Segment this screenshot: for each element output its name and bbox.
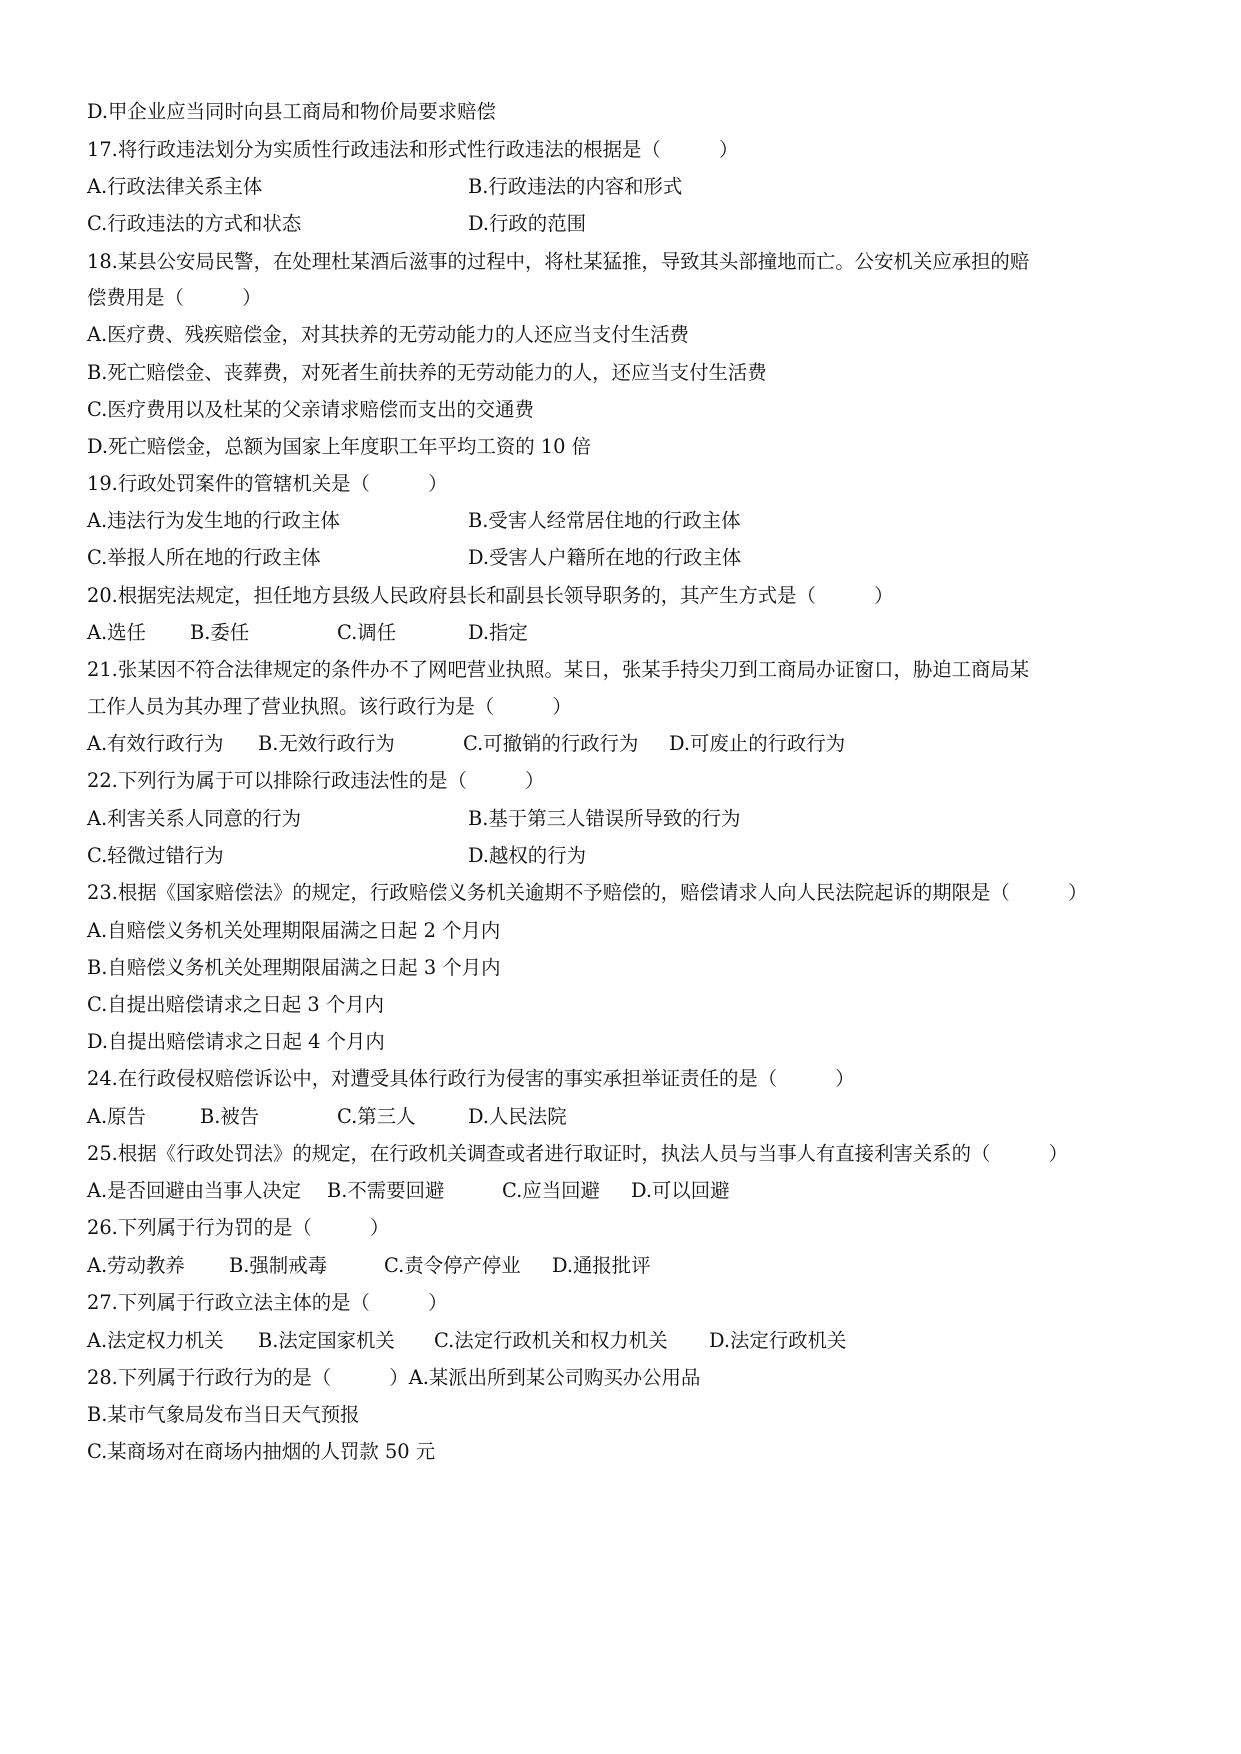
question-24-options-row xyxy=(87,1105,1147,1129)
question-20-option-c: C.调任 xyxy=(337,621,397,644)
question-26-option-c: C.责令停产停业 xyxy=(384,1254,521,1277)
question-19-options-row xyxy=(87,546,1147,570)
question-22-options-row xyxy=(87,844,1147,868)
question-18-option-d: D.死亡赔偿金，总额为国家上年度职工年平均工资的 10 倍 xyxy=(87,435,592,458)
question-20-option-a: A.选任 xyxy=(87,621,146,644)
question-27-option-a: A.法定权力机关 xyxy=(87,1329,224,1352)
question-18-stem: 偿费用是（ ） xyxy=(87,286,262,309)
question-21-stem: 工作人员为其办理了营业执照。该行政行为是（ ） xyxy=(87,695,572,718)
question-24-option-a: A.原告 xyxy=(87,1105,146,1128)
question-18-option-c: C.医疗费用以及杜某的父亲请求赔偿而支出的交通费 xyxy=(87,398,534,421)
question-26-options-row xyxy=(87,1254,1147,1278)
question-20-option-d: D.指定 xyxy=(468,621,528,644)
question-25-options-row xyxy=(87,1179,1147,1203)
question-27-option-d: D.法定行政机关 xyxy=(709,1329,847,1352)
question-17-option-b: B.行政违法的内容和形式 xyxy=(468,175,683,198)
question-18-option-b: B.死亡赔偿金、丧葬费，对死者生前扶养的无劳动能力的人，还应当支付生活费 xyxy=(87,361,767,384)
question-28-option-a: A.某派出所到某公司购买办公用品 xyxy=(408,1366,701,1389)
question-22-option-d: D.越权的行为 xyxy=(468,844,586,867)
question-25-option-b: B.不需要回避 xyxy=(327,1179,445,1202)
question-23-option-a: A.自赔偿义务机关处理期限届满之日起 2 个月内 xyxy=(87,919,501,942)
question-21-stem: 21.张某因不符合法律规定的条件办不了网吧营业执照。某日，张某手持尖刀到工商局办证窗口，胁迫工商局某 xyxy=(87,658,1030,681)
question-25-option-a: A.是否回避由当事人决定 xyxy=(87,1179,302,1202)
question-25-option-d: D.可以回避 xyxy=(631,1179,730,1202)
question-17-option-a: A.行政法律关系主体 xyxy=(87,175,263,198)
question-19-option-b: B.受害人经常居住地的行政主体 xyxy=(468,509,741,532)
question-17-options-row xyxy=(87,175,1147,199)
question-22-option-b: B.基于第三人错误所导致的行为 xyxy=(468,807,741,830)
question-19-option-d: D.受害人户籍所在地的行政主体 xyxy=(468,546,742,569)
question-19-option-a: A.违法行为发生地的行政主体 xyxy=(87,509,340,532)
question-23-option-c: C.自提出赔偿请求之日起 3 个月内 xyxy=(87,993,385,1016)
prev-question-option-d: D.甲企业应当同时向县工商局和物价局要求赔偿 xyxy=(87,100,496,123)
question-28-option-c: C.某商场对在商场内抽烟的人罚款 50 元 xyxy=(87,1440,436,1463)
question-17-stem: 17.将行政违法划分为实质性行政违法和形式性行政违法的根据是（ ） xyxy=(87,138,739,161)
question-25-option-c: C.应当回避 xyxy=(502,1179,600,1202)
question-20-options-row xyxy=(87,621,1147,645)
question-20-option-b: B.委任 xyxy=(190,621,250,644)
question-27-option-c: C.法定行政机关和权力机关 xyxy=(434,1329,668,1352)
question-27-option-b: B.法定国家机关 xyxy=(258,1329,395,1352)
question-24-option-b: B.被告 xyxy=(200,1105,260,1128)
question-23-option-b: B.自赔偿义务机关处理期限届满之日起 3 个月内 xyxy=(87,956,501,979)
question-21-options-row xyxy=(87,732,1147,756)
question-24-option-c: C.第三人 xyxy=(337,1105,416,1128)
question-25-stem: 25.根据《行政处罚法》的规定，在行政机关调查或者进行取证时，执法人员与当事人有直接利害关系的（ ） xyxy=(87,1142,1068,1165)
question-21-option-b: B.无效行政行为 xyxy=(258,732,395,755)
question-22-stem: 22.下列行为属于可以排除行政违法性的是（ ） xyxy=(87,769,545,792)
question-27-stem: 27.下列属于行政立法主体的是（ ） xyxy=(87,1291,448,1314)
question-17-option-c: C.行政违法的方式和状态 xyxy=(87,212,302,235)
question-28-stem: 28.下列属于行政行为的是（ ） xyxy=(87,1366,409,1389)
question-26-stem: 26.下列属于行为罚的是（ ） xyxy=(87,1216,390,1239)
question-18-stem: 18.某县公安局民警，在处理杜某酒后滋事的过程中，将杜某猛推，导致其头部撞地而亡。公安机关应承担的赔 xyxy=(87,250,1030,273)
question-21-option-d: D.可废止的行政行为 xyxy=(669,732,846,755)
question-24-option-d: D.人民法院 xyxy=(468,1105,567,1128)
question-26-option-d: D.通报批评 xyxy=(552,1254,651,1277)
question-23-option-d: D.自提出赔偿请求之日起 4 个月内 xyxy=(87,1030,385,1053)
question-27-options-row xyxy=(87,1329,1147,1353)
question-18-option-a: A.医疗费、残疾赔偿金，对其扶养的无劳动能力的人还应当支付生活费 xyxy=(87,323,689,346)
question-19-stem: 19.行政处罚案件的管辖机关是（ ） xyxy=(87,472,448,495)
question-24-stem: 24.在行政侵权赔偿诉讼中，对遭受具体行政行为侵害的事实承担举证责任的是（ ） xyxy=(87,1067,855,1090)
question-19-option-c: C.举报人所在地的行政主体 xyxy=(87,546,321,569)
question-22-option-c: C.轻微过错行为 xyxy=(87,844,224,867)
question-21-option-c: C.可撤销的行政行为 xyxy=(463,732,639,755)
question-28-option-b: B.某市气象局发布当日天气预报 xyxy=(87,1403,360,1426)
question-17-options-row xyxy=(87,212,1147,236)
question-21-option-a: A.有效行政行为 xyxy=(87,732,224,755)
question-22-option-a: A.利害关系人同意的行为 xyxy=(87,807,302,830)
question-23-stem: 23.根据《国家赔偿法》的规定，行政赔偿义务机关逾期不予赔偿的，赔偿请求人向人民法院起诉的期限是（ ） xyxy=(87,881,1088,904)
question-19-options-row xyxy=(87,509,1147,533)
question-26-option-a: A.劳动教养 xyxy=(87,1254,185,1277)
question-17-option-d: D.行政的范围 xyxy=(468,212,586,235)
question-28-stem-line xyxy=(87,1366,700,1390)
question-22-options-row xyxy=(87,807,1147,831)
question-20-stem: 20.根据宪法规定，担任地方县级人民政府县长和副县长领导职务的，其产生方式是（ ） xyxy=(87,584,894,607)
question-26-option-b: B.强制戒毒 xyxy=(229,1254,327,1277)
